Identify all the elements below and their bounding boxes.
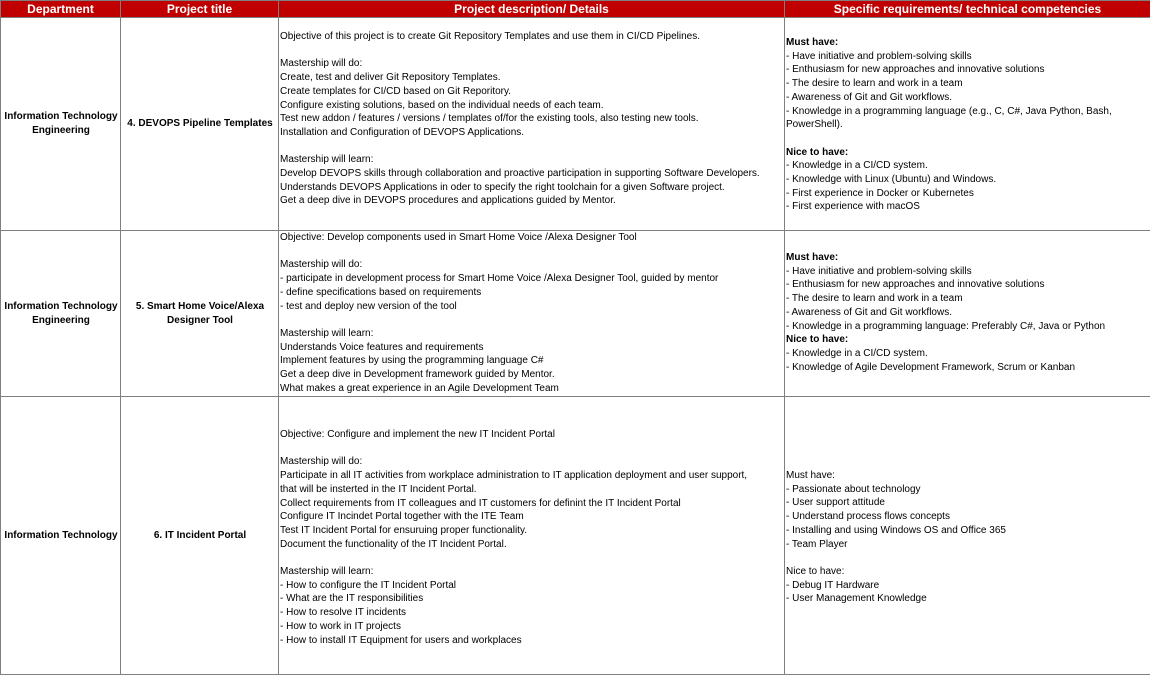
project-title-text: 6. IT Incident Portal [153, 529, 247, 541]
project-title-cell [121, 18, 279, 231]
department-cell [1, 18, 121, 231]
requirements-cell [785, 231, 1150, 397]
description-text: Objective: Develop components used in Smart Home Voice /Alexa Designer Tool Mastership will do: - participate in development process for Smart Home Voice /Alexa Designer Tool, guided by mentor - define specifications based on requirements - test and deploy new version of the tool Mastership will learn: Understands Voice features and requirements Implement features by using the programming language C# Get a deep dive in Development framework guided by Mentor. What makes a great experience in an Agile Development Team [280, 232, 719, 394]
description-cell [279, 231, 785, 397]
description-cell [279, 397, 785, 675]
must-have-label: Must have: [786, 37, 839, 48]
department-text: Information Technology [4, 529, 118, 541]
description-text: Objective of this project is to create Git Repository Templates and use them in CI/CD Pipelines. Mastership will do: Create, test and deliver Git Repository Templates. Create templates for CI/CD based on Git Reporitory. Configure existing solutions, based on the individual needs of each team. Test new addon / features / versions / templates of/for the existing tools, also testing new tools. Installation and Configuration of DEVOPS Applications. Mastership will learn: Develop DEVOPS skills through collaboration and proactive participation in supporting Software Developers. Understands DEVOPS Applications in oder to specify the right toolchain for a given Software project. Get a deep dive in DEVOPS procedures and applications guided by Mentor. [280, 31, 760, 207]
table-row [1, 18, 1150, 231]
requirements-cell [785, 397, 1150, 675]
header-project-title: Project title [121, 1, 279, 18]
requirements-cell [785, 18, 1150, 231]
must-have-list: - Passionate about technology - User support attitude - Understand process flows concepts - Installing and using Windows OS and Office 365 - Team Player [786, 483, 1006, 550]
nice-to-have-list: - Knowledge in a CI/CD system. - Knowledge with Linux (Ubuntu) and Windows. - First experience in Docker or Kubernetes - First experience with macOS [786, 160, 997, 213]
nice-to-have-list: - Knowledge in a CI/CD system. - Knowledge of Agile Development Framework, Scrum or Kanban [786, 347, 1076, 373]
must-have-label: Must have: [786, 252, 839, 263]
nice-to-have-label: Nice to have: [786, 334, 849, 346]
header-project-description: Project description/ Details [279, 1, 785, 18]
nice-to-have-list: - Debug IT Hardware - User Management Knowledge [786, 579, 927, 605]
nice-to-have-label: Nice to have: [786, 565, 845, 577]
must-have-label: Must have: [786, 470, 835, 481]
must-have-list: - Have initiative and problem-solving skills - Enthusiasm for new approaches and innovative solutions - The desire to learn and work in a team - Awareness of Git and Git workflows. - Knowledge in a programming language (e.g., C, C#, Java Python, Bash, PowerShell). [786, 50, 1112, 131]
header-row [1, 1, 1150, 18]
header-requirements: Specific requirements/ technical competencies [785, 1, 1150, 18]
header-department: Department [1, 1, 121, 18]
department-cell [1, 231, 121, 397]
nice-to-have-label: Nice to have: [786, 146, 849, 158]
department-text: Information Technology Engineering [4, 111, 118, 136]
description-cell [279, 18, 785, 231]
table-row [1, 397, 1150, 675]
department-cell [1, 397, 121, 675]
project-title-cell [121, 397, 279, 675]
must-have-list: - Have initiative and problem-solving skills - Enthusiasm for new approaches and innovative solutions - The desire to learn and work in a team - Awareness of Git and Git workflows. - Knowledge in a programming language: Preferably C#, Java or Python [786, 265, 1106, 332]
project-title-text: 4. DEVOPS Pipeline Templates [127, 118, 273, 130]
table-row [1, 231, 1150, 397]
project-title-cell [121, 231, 279, 397]
project-title-text: 5. Smart Home Voice/Alexa Designer Tool [135, 300, 265, 326]
department-text: Information Technology Engineering [4, 300, 118, 326]
description-text: Objective: Configure and implement the new IT Incident Portal Mastership will do: Participate in all IT activities from workplace administration to IT application deployment and user support, that will be insterted in the IT Incident Portal. Collect requirements from IT colleagues and IT customers for definint the IT Incident Portal Configure IT Incindet Portal together with the ITE Team Test IT Incident Portal for ensuruing proper functionality. Document the functionality of the IT Incident Portal. Mastership will learn: - How to configure the IT Incident Portal - What are the IT responsibilities - How to resolve IT incidents - How to work in IT projects - How to install IT Equipment for users and workplaces [280, 429, 748, 646]
